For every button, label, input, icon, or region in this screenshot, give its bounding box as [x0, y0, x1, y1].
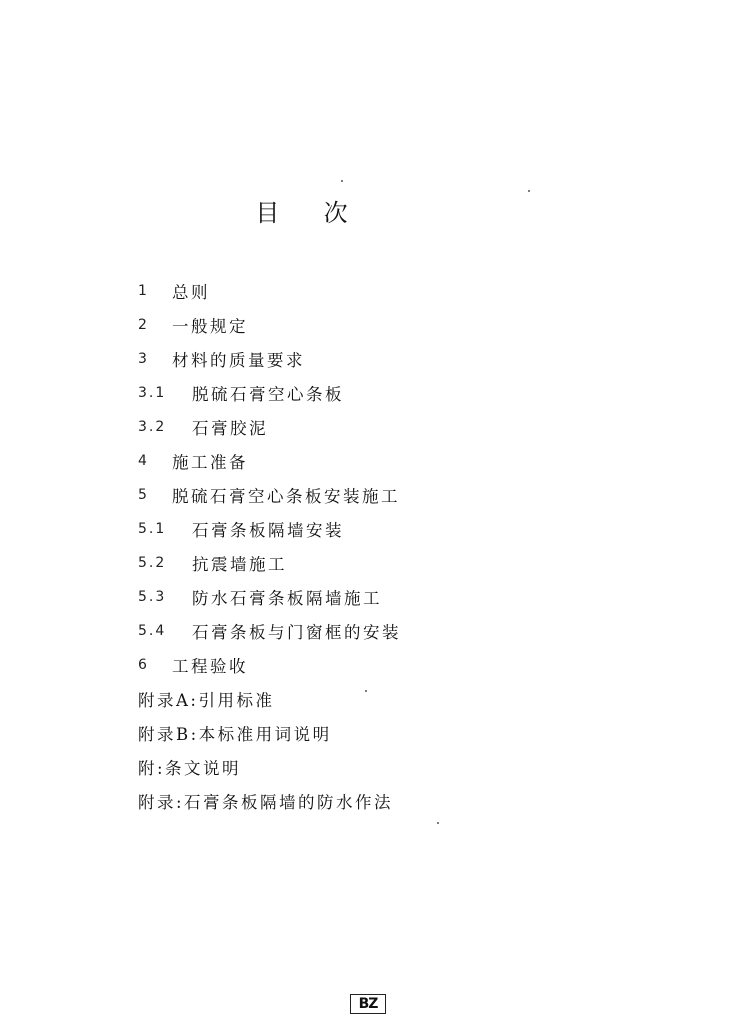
toc-item-title: 一般规定 — [172, 317, 248, 336]
toc-item-title: 脱硫石膏空心条板安装施工 — [172, 487, 400, 506]
scan-speck — [341, 180, 343, 182]
toc-item-title: 附录A:引用标准 — [138, 691, 275, 710]
toc-item-number: 5.2 — [138, 555, 167, 571]
table-of-contents — [138, 274, 498, 818]
toc-item — [138, 342, 498, 376]
toc-item-title: 石膏条板隔墙安装 — [192, 521, 344, 540]
toc-item-title: 脱硫石膏空心条板 — [192, 385, 344, 404]
toc-subitem — [138, 512, 498, 546]
toc-item-number: 3.2 — [138, 419, 167, 435]
toc-item-title: 施工准备 — [172, 453, 248, 472]
toc-item-title: 抗震墙施工 — [192, 555, 287, 574]
toc-item-title: 总则 — [172, 283, 210, 302]
toc-item-number: 3 — [138, 351, 149, 367]
toc-item — [138, 274, 498, 308]
toc-item-title: 石膏胶泥 — [192, 419, 268, 438]
toc-item-number: 6 — [138, 657, 149, 673]
toc-appendix-item — [138, 750, 498, 784]
toc-item — [138, 478, 498, 512]
toc-subitem — [138, 410, 498, 444]
toc-appendix-item — [138, 682, 498, 716]
toc-item-title: 材料的质量要求 — [172, 351, 305, 370]
toc-item-number: 5.1 — [138, 521, 167, 537]
toc-subitem — [138, 614, 498, 648]
toc-item-number: 4 — [138, 453, 149, 469]
toc-item — [138, 308, 498, 342]
scan-speck — [365, 690, 367, 692]
toc-subitem — [138, 376, 498, 410]
toc-subitem — [138, 546, 498, 580]
toc-item — [138, 444, 498, 478]
toc-item-title: 附录:石膏条板隔墙的防水作法 — [138, 793, 394, 812]
toc-item-title: 防水石膏条板隔墙施工 — [192, 589, 382, 608]
toc-item-number: 2 — [138, 317, 149, 333]
scan-speck — [528, 190, 530, 192]
toc-item-number: 5.3 — [138, 589, 167, 605]
toc-subitem — [138, 580, 498, 614]
toc-item — [138, 648, 498, 682]
toc-item-number: 1 — [138, 283, 149, 299]
toc-item-title: 石膏条板与门窗框的安装 — [192, 623, 401, 642]
toc-item-title: 工程验收 — [172, 657, 248, 676]
scan-speck — [437, 822, 439, 824]
publisher-logo: BZ — [350, 994, 386, 1014]
toc-item-number: 5.4 — [138, 623, 167, 639]
toc-appendix-item — [138, 716, 498, 750]
toc-appendix-item — [138, 784, 498, 818]
toc-item-title: 附:条文说明 — [138, 759, 242, 778]
page-title: 目 次 — [255, 199, 349, 227]
toc-item-title: 附录B:本标准用词说明 — [138, 725, 332, 744]
toc-item-number: 5 — [138, 487, 149, 503]
toc-item-number: 3.1 — [138, 385, 167, 401]
